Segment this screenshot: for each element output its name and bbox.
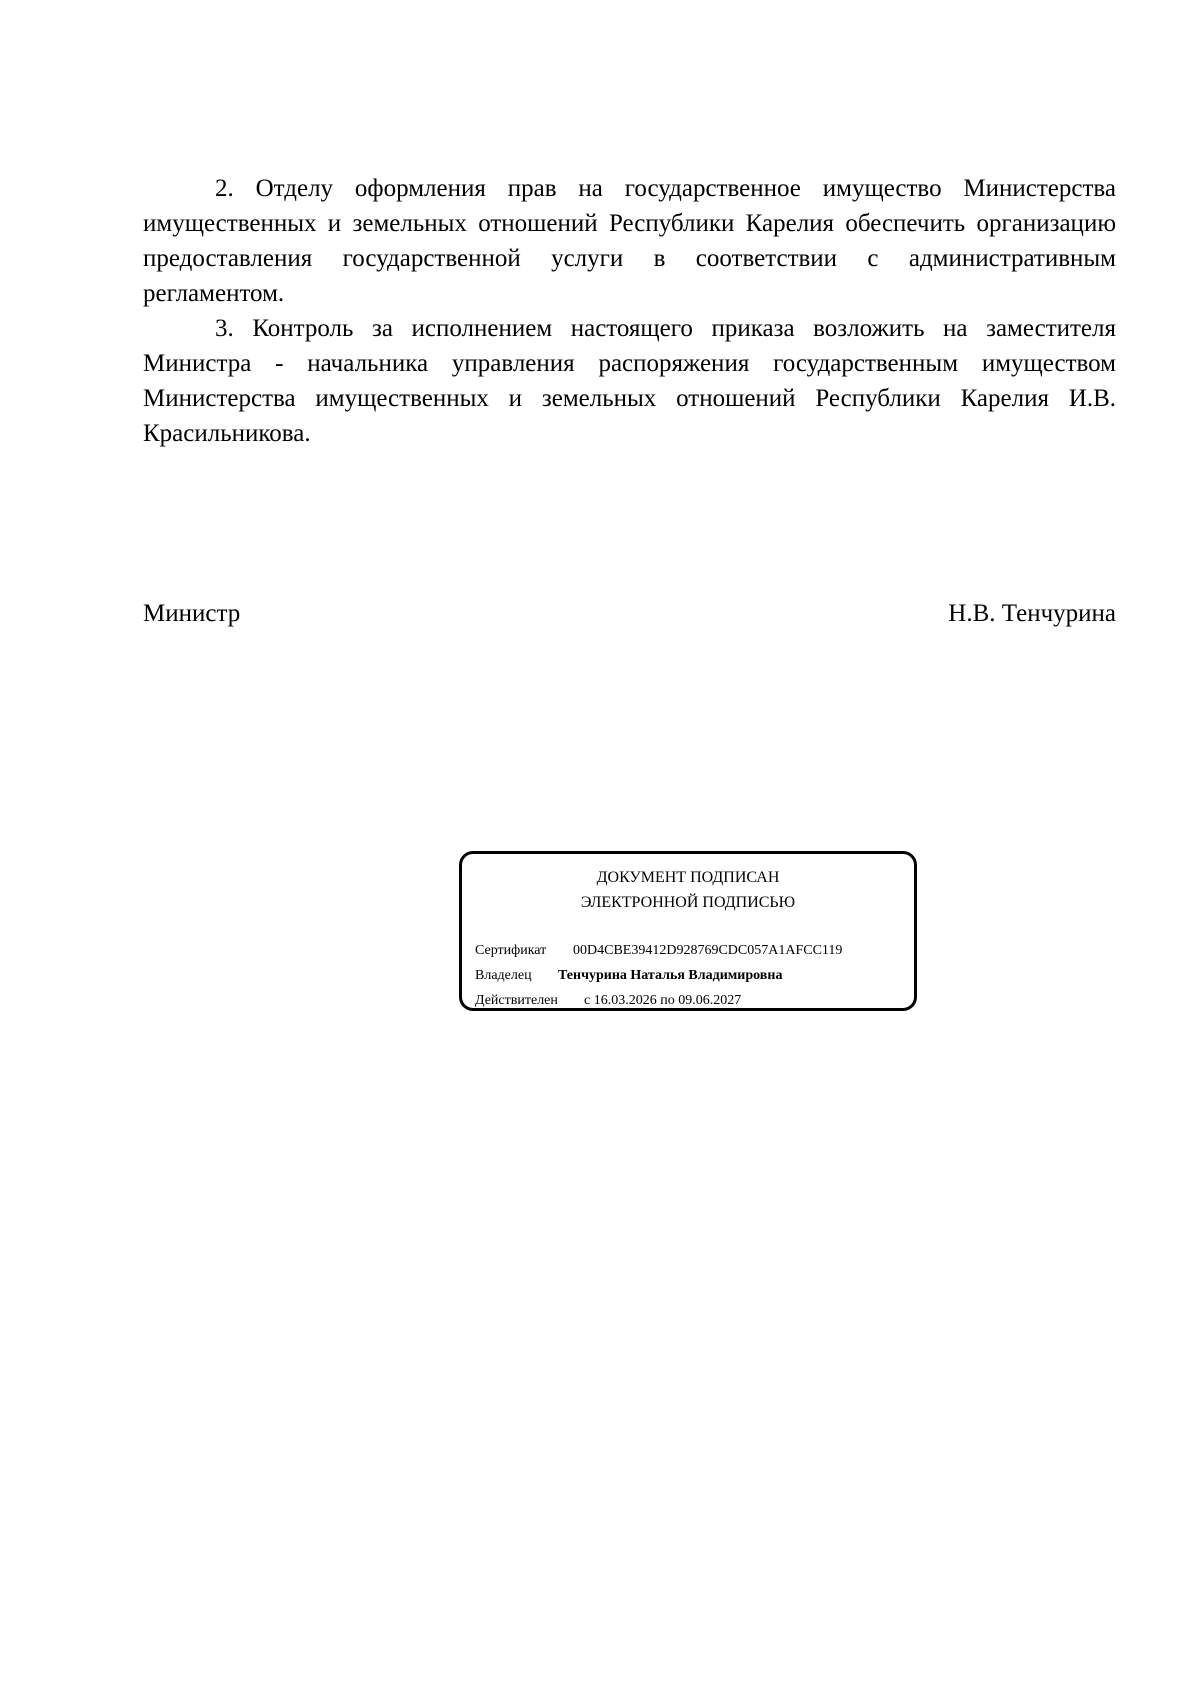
validity-value: с 16.03.2026 по 09.06.2027 bbox=[584, 993, 742, 1008]
signatory-name: Н.В. Тенчурина bbox=[948, 600, 1116, 627]
stamp-title-line2: ЭЛЕКТРОННОЙ ПОДПИСЬЮ bbox=[580, 894, 796, 911]
certificate-label: Сертификат bbox=[475, 943, 547, 958]
signature-block bbox=[143, 596, 1116, 631]
validity-label: Действителен bbox=[475, 993, 558, 1008]
stamp-owner-row bbox=[475, 966, 782, 986]
stamp-title bbox=[462, 865, 914, 915]
paragraph-3: 3. Контроль за исполнением настоящего приказа возложить на заместителя Министра - начальника управления распоряжения государственным имуществом Министерства имущественных и земельных отношений Республики Карелия И.В. Красильникова. bbox=[143, 315, 1116, 447]
signatory-position: Министр bbox=[143, 600, 241, 627]
document-body bbox=[143, 171, 1116, 451]
paragraph-2: 2. Отделу оформления прав на государственное имущество Министерства имущественных и земельных отношений Республики Карелия обеспечить организацию предоставления государственной услуги в соответствии с административным регламентом. bbox=[143, 175, 1116, 307]
electronic-signature-stamp bbox=[459, 851, 917, 1011]
owner-value: Тенчурина Наталья Владимировна bbox=[558, 968, 783, 983]
certificate-value: 00D4CBE39412D928769CDC057A1AFCC119 bbox=[573, 943, 843, 958]
stamp-validity-row bbox=[475, 991, 741, 1011]
stamp-title-line1: ДОКУМЕНТ ПОДПИСАН bbox=[596, 869, 780, 886]
owner-label: Владелец bbox=[475, 968, 532, 983]
stamp-certificate-row bbox=[475, 941, 842, 961]
